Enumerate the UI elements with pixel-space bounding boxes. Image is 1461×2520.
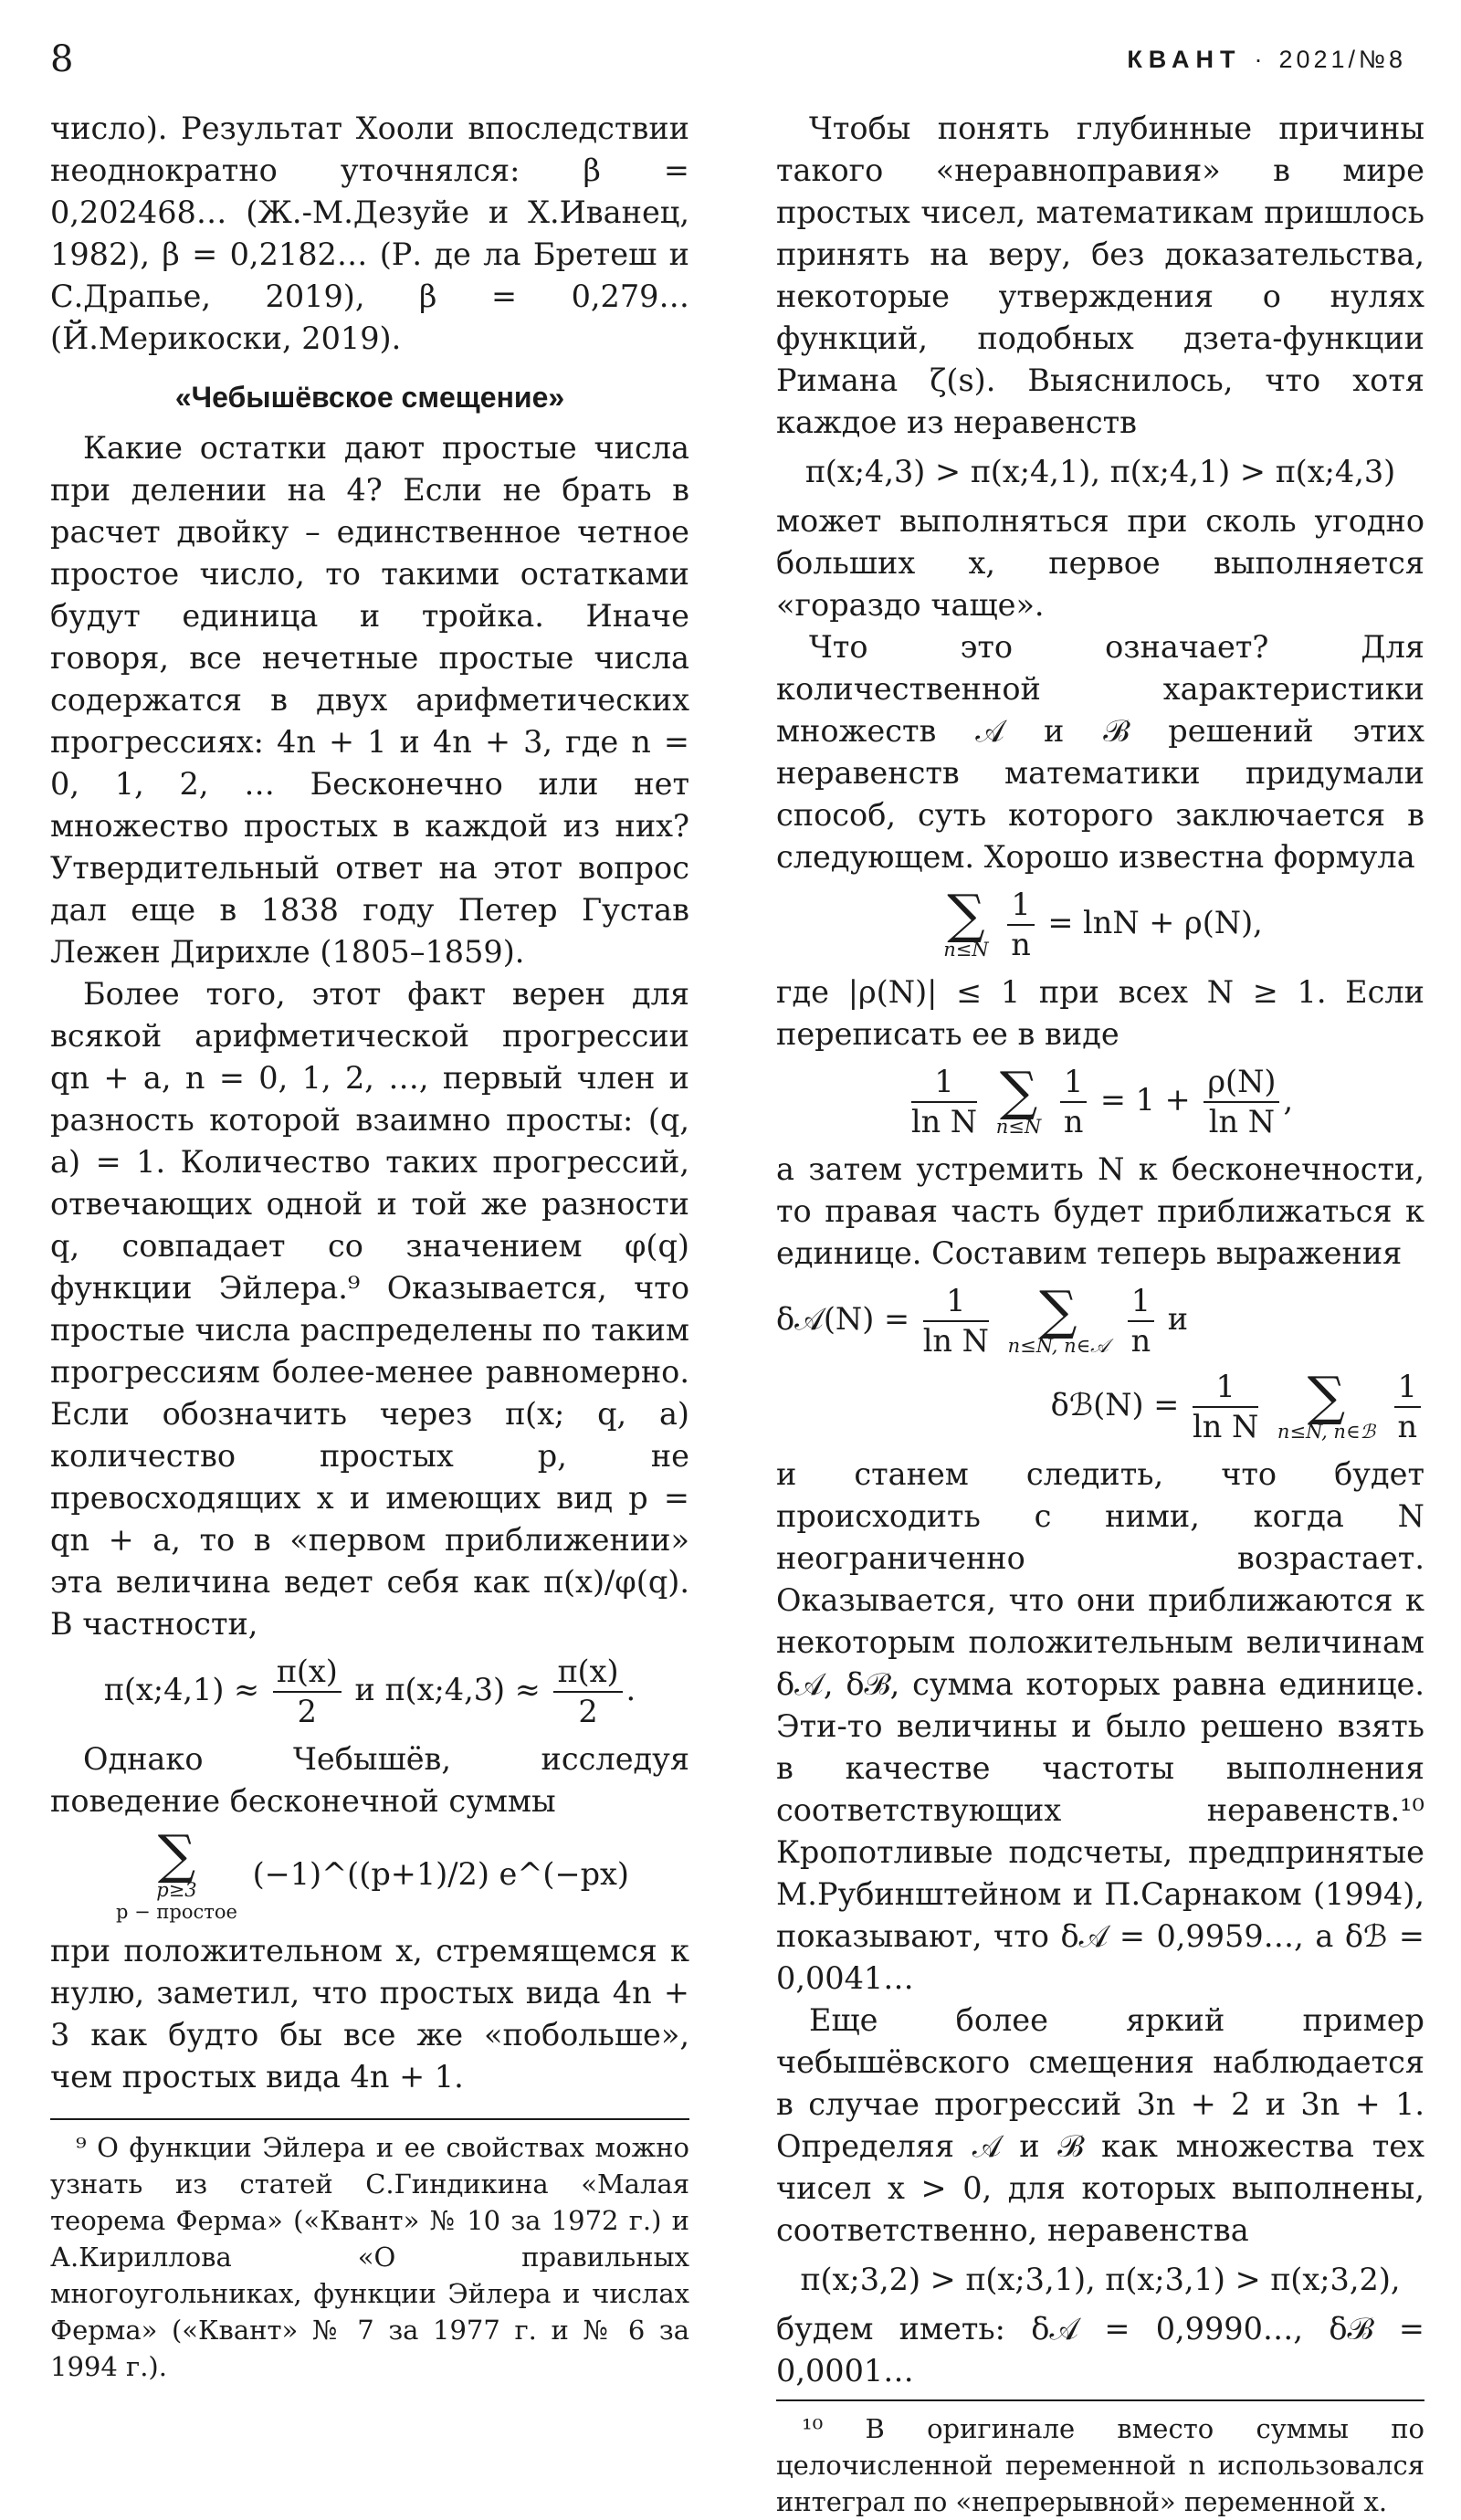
sum-sign	[943, 883, 989, 961]
formula-normalized-sum	[776, 1060, 1424, 1141]
numerator: ρ(N)	[1203, 1063, 1279, 1103]
sum-sign	[116, 1823, 237, 1923]
denominator: n	[1011, 927, 1031, 962]
footnote-10: ¹⁰ В оригинале вместо суммы по целочисленной переменной n использовался интеграл по «непрерывной» переменной x.	[776, 2413, 1424, 2517]
right-column	[776, 108, 1424, 2520]
paragraph: при положительном x, стремящемся к нулю, заметил, что простых вида 4n + 3 как будто бы все же «побольше», чем простых вида 4n + 1.	[50, 1933, 689, 2095]
formula-text: π(x;4,1) ≈	[103, 1672, 260, 1707]
sum-sign	[995, 1060, 1042, 1138]
numerator: 1	[911, 1063, 977, 1103]
sum-subscript: n≤N, n∈𝒜	[1007, 1335, 1109, 1357]
section-heading: «Чебышёвское смещение»	[174, 381, 565, 414]
formula-delta-a	[776, 1279, 1424, 1360]
denominator: n	[1063, 1104, 1084, 1139]
magazine-name: КВАНТ	[1127, 46, 1242, 73]
paragraph: а затем устремить N к бесконечности, то правая часть будет приближаться к единице. Составим теперь выражения	[776, 1151, 1424, 1271]
fraction	[1007, 886, 1034, 964]
paragraph: и станем следить, что будет происходить с ними, когда N неограниченно возрастает. Оказывается, что они приближаются к некоторым положительным величинам δ𝒜, δℬ, сумма которых равна единице. Эти-то величины и было решено взять в качестве частоты выполнения соответствующих неравенств.¹⁰ Кропотливые подсчеты, предпринятые М.Рубинштейном и П.Сарнаком (1994), показывают, что δ𝒜 = 0,9959…, а δℬ = 0,0041…	[776, 1456, 1424, 1996]
sigma: ∑	[947, 883, 985, 945]
sum-subscript: p≥3	[156, 1879, 197, 1901]
denominator: 2	[297, 1694, 317, 1729]
numerator: 1	[1007, 886, 1034, 926]
formula-chebyshev-sum	[50, 1823, 689, 1923]
numerator: 1	[1394, 1368, 1421, 1408]
formula-harmonic-sum	[776, 883, 1424, 964]
denominator: ln N	[1193, 1409, 1259, 1444]
paragraph: Однако Чебышёв, исследуя поведение бесконечной суммы	[50, 1741, 689, 1819]
numerator: π(x)	[553, 1653, 622, 1693]
formula-delta-b	[776, 1365, 1424, 1446]
fraction	[553, 1653, 622, 1731]
denominator: ln N	[922, 1323, 989, 1359]
paragraph: Какие остатки дают простые числа при делении на 4? Если не брать в расчет двойку – единственное четное простое число, то такими остатками будут единица и тройка. Иначе говоря, все нечетные простые числа содержатся в двух арифметических прогрессиях: 4n + 1 и 4n + 3, где n = 0, 1, 2, … Бесконечно или нет множество простых в каждой из них? Утвердительный ответ на этот вопрос дал еще в 1838 году Петер Густав Лежен Дирихле (1805–1859).	[50, 430, 689, 970]
fraction	[911, 1063, 977, 1141]
footnote-block	[50, 2118, 689, 2385]
sum-subscript: n≤N	[943, 939, 989, 961]
fraction	[1193, 1368, 1258, 1446]
numerator: 1	[923, 1282, 989, 1322]
sigma: ∑	[1039, 1279, 1077, 1341]
fraction	[1128, 1282, 1154, 1360]
formula-text: и	[1167, 1301, 1189, 1337]
fraction	[273, 1653, 342, 1731]
footnote-9: ⁹ О функции Эйлера и ее свойствах можно узнать из статей С.Гиндикина «Малая теорема Ферма» («Квант» № 10 за 1972 г.) и А.Кириллова «О правильных многоугольниках, функции Эйлера и числах Ферма» («Квант» № 7 за 1977 г. и № 6 за 1994 г.).	[50, 2132, 689, 2382]
denominator: ln N	[910, 1104, 978, 1139]
numerator: π(x)	[273, 1653, 342, 1693]
sum-body: (−1)^((p+1)/2) e^(−px)	[252, 1856, 629, 1892]
paragraph: Что это означает? Для количественной характеристики множеств 𝒜 и ℬ решений этих неравенств математики придумали способ, суть которого заключается в следующем. Хорошо известна формула	[776, 629, 1424, 875]
sigma: ∑	[157, 1823, 196, 1885]
paragraph: Еще более яркий пример чебышёвского смещения наблюдается в случае прогрессий 3n + 2 и 3n + 1. Определяя 𝒜 и ℬ как множества тех чисел x > 0, для которых выполнены, соответственно, неравенства	[776, 2002, 1424, 2248]
paragraph: Более того, этот факт верен для всякой арифметической прогрессии qn + a, n = 0, 1, 2, …, первый член и разность которой взаимно просты: (q, a) = 1. Количество таких прогрессий, отвечающих одной и той же разности q, совпадает со значением φ(q) функции Эйлера.⁹ Оказывается, что простые числа распределены по таким прогрессиям более-менее равномерно. Если обозначить через π(x; q, a) количество простых p, не превосходящих x и имеющих вид p = qn + a, то в «первом приближении» эта величина ведет себя как π(x)/φ(q). В частности,	[50, 976, 689, 1642]
page-number: 8	[50, 38, 74, 80]
sum-subscript: n≤N, n∈ℬ	[1277, 1421, 1376, 1443]
sum-sign	[1277, 1365, 1376, 1443]
formula-inequalities-4: π(x;4,3) > π(x;4,1), π(x;4,1) > π(x;4,3)	[804, 454, 1396, 489]
sum-sign	[1007, 1279, 1109, 1357]
formula-inequalities-3: π(x;3,2) > π(x;3,1), π(x;3,1) > π(x;3,2),	[800, 2262, 1401, 2297]
fraction	[923, 1282, 989, 1360]
formula-text: = 1 +	[1099, 1082, 1191, 1118]
formula-text: δℬ(N) =	[1050, 1387, 1180, 1423]
formula-text: и π(x;4,3) ≈	[354, 1672, 541, 1707]
numerator: 1	[1060, 1063, 1087, 1103]
left-column	[50, 108, 689, 2385]
numerator: 1	[1193, 1368, 1258, 1408]
formula-text: δ𝒜(N) =	[776, 1301, 910, 1337]
sum-subscript: p − простое	[116, 1901, 237, 1923]
sum-subscript: n≤N	[995, 1116, 1042, 1138]
denominator: n	[1130, 1323, 1151, 1359]
denominator: 2	[578, 1694, 598, 1729]
fraction	[1394, 1368, 1421, 1446]
sigma: ∑	[999, 1060, 1038, 1122]
header-separator: ·	[1254, 46, 1267, 73]
paragraph: число). Результат Хооли впоследствии неоднократно уточнялся: β = 0,202468… (Ж.-М.Дезуйе и Х.Иванец, 1982), β = 0,2182… (Р. де ла Бретеш и С.Драпье, 2019), β = 0,279… (Й.Мерикоски, 2019).	[50, 110, 689, 356]
paragraph: может выполняться при сколь угодно больших x, первое выполняется «гораздо чаще».	[776, 503, 1424, 623]
running-header	[1127, 46, 1406, 74]
formula-text: = lnN + ρ(N),	[1047, 905, 1263, 940]
issue-number: 2021/№8	[1278, 46, 1406, 73]
numerator: 1	[1128, 1282, 1154, 1322]
formula-text: .	[625, 1672, 636, 1707]
fraction	[1060, 1063, 1087, 1141]
formula-equidistribution	[50, 1653, 689, 1731]
paragraph: Чтобы понять глубинные причины такого «неравноправия» в мире простых чисел, математикам пришлось принять на веру, без доказательства, некоторые утверждения о нулях функций, подобных дзета-функции Римана ζ(s). Выяснилось, что хотя каждое из неравенств	[776, 110, 1424, 440]
fraction	[1203, 1063, 1279, 1141]
denominator: ln N	[1208, 1104, 1276, 1139]
sigma: ∑	[1307, 1365, 1346, 1427]
paragraph: где |ρ(N)| ≤ 1 при всех N ≥ 1. Если переписать ее в виде	[776, 974, 1424, 1052]
denominator: n	[1397, 1409, 1418, 1444]
paragraph: будем иметь: δ𝒜 = 0,9990…, δℬ = 0,0001…	[776, 2311, 1424, 2389]
formula-text: ,	[1283, 1082, 1294, 1118]
footnote-block	[776, 2399, 1424, 2520]
